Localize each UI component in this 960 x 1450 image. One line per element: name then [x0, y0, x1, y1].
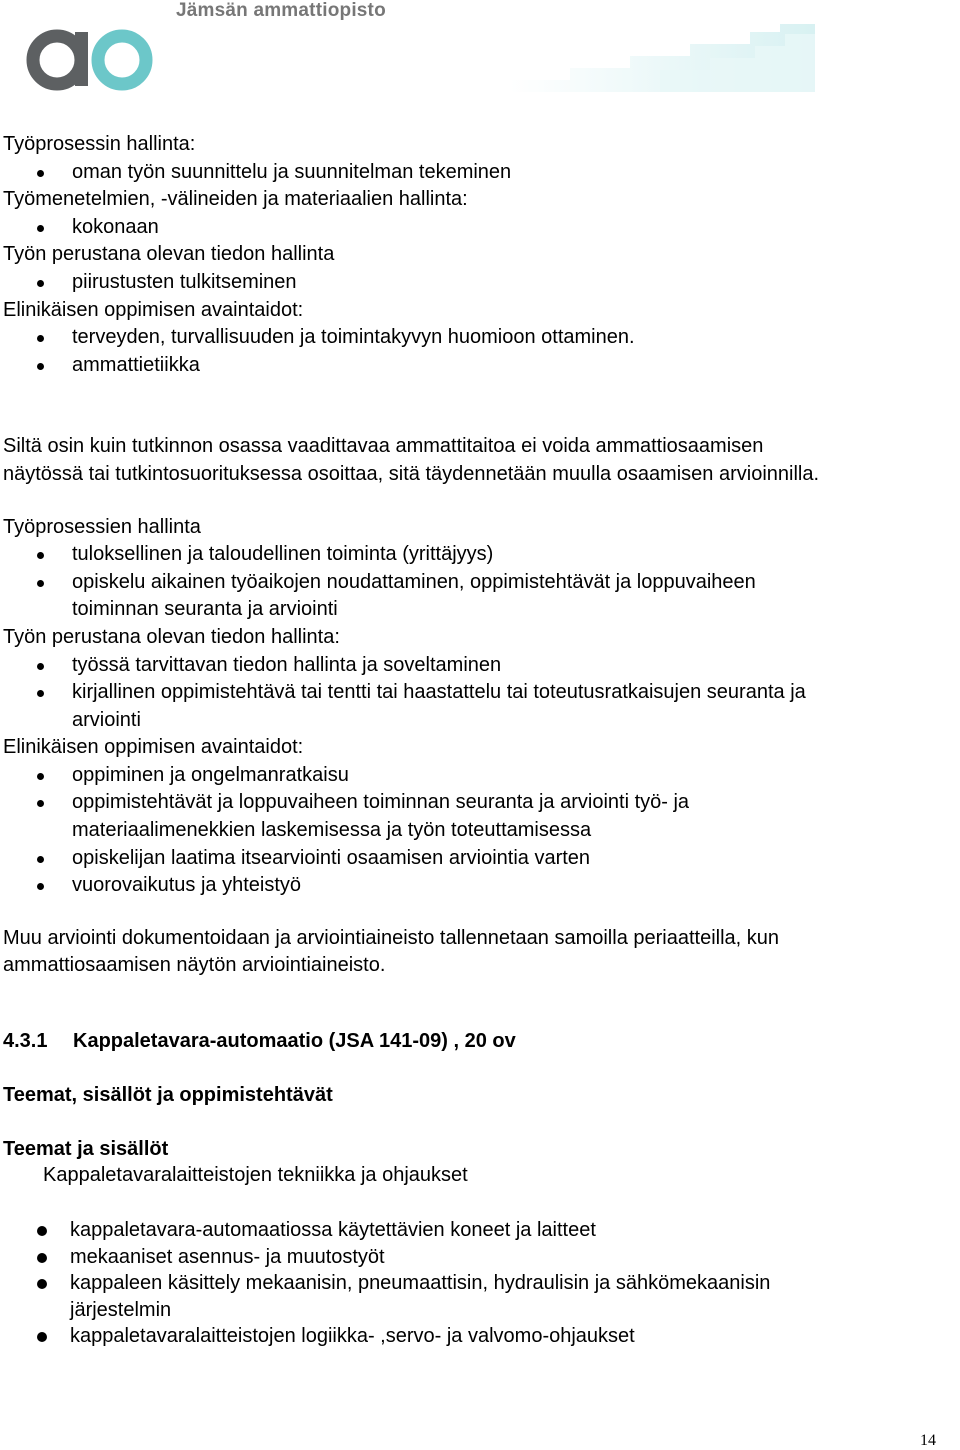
list-item	[3, 679, 953, 734]
list-item-continuation: toiminnan seuranta ja arviointi	[72, 598, 338, 621]
list-item-text: oppiminen ja ongelmanratkaisu	[72, 763, 349, 786]
section-title: Kappaletavara-automaatio (JSA 141-09) , 20 ov	[73, 1030, 516, 1052]
list-item-text: terveyden, turvallisuuden ja toimintakyvyn huomioon ottaminen.	[72, 326, 635, 349]
topic-list-item-text: mekaaniset asennus- ja muutostyöt	[70, 1245, 385, 1268]
list-item-text: piirustusten tulkitseminen	[72, 270, 297, 293]
list-item	[3, 762, 953, 790]
paragraph-line: näytössä tai tutkintosuorituksessa osoittaa, sitä täydennetään muulla osaamisen arvioinnilla.	[3, 462, 820, 485]
page-header	[0, 0, 960, 100]
document-body	[3, 131, 953, 980]
list-item-text: ammattietiikka	[72, 353, 200, 376]
list-item-text: oppimistehtävät ja loppuvaiheen toiminnan seuranta ja arviointi työ- ja	[72, 791, 690, 814]
paragraph-supplementary-assessment	[3, 433, 953, 488]
competence-block-2	[3, 514, 953, 900]
ao-logo	[24, 18, 154, 94]
list-item	[3, 324, 953, 352]
list-item	[3, 352, 953, 380]
page-number: 14	[920, 1432, 936, 1449]
subheading-themes-contents: Teemat ja sisällöt	[3, 1138, 169, 1160]
topic-list-item	[3, 1244, 953, 1271]
list-item	[3, 159, 953, 187]
list-item	[3, 569, 953, 624]
list-item-continuation: arviointi	[72, 708, 141, 731]
section-heading	[3, 1030, 516, 1053]
competence-block-1	[3, 131, 953, 379]
list-item-text: vuorovaikutus ja yhteistyö	[72, 874, 302, 897]
organization-name: Jämsän ammattiopisto	[176, 0, 386, 21]
list-item	[3, 652, 953, 680]
paragraph-line: Muu arviointi dokumentoidaan ja arviointiaineisto tallennetaan samoilla periaatteilla, kun	[3, 926, 780, 949]
topic-list-item-text: kappaletavara-automaatiossa käytettävien koneet ja laitteet	[70, 1219, 596, 1241]
subheading-line: Työprosessien hallinta	[3, 515, 201, 538]
section-number: 4.3.1	[3, 1030, 48, 1052]
topic-list-item-text: kappaleen käsittely mekaanisin, pneumaattisin, hydraulisin ja sähkömekaanisin	[70, 1272, 771, 1295]
list-item	[3, 872, 953, 900]
list-item	[3, 269, 953, 297]
list-item	[3, 789, 953, 844]
topic-list-item-continuation: järjestelmin	[70, 1298, 172, 1321]
subheading-line: Elinikäisen oppimisen avaintaidot:	[3, 736, 304, 759]
list-item-text: oman työn suunnittelu ja suunnitelman tekeminen	[72, 160, 512, 183]
list-item-text: tuloksellinen ja taloudellinen toiminta (yrittäjyys)	[72, 543, 494, 566]
paragraph-line: ammattiosaamisen näytön arviointiaineisto.	[3, 954, 386, 977]
topic-list-item	[3, 1270, 953, 1323]
subheading-themes-contents-tasks: Teemat, sisällöt ja oppimistehtävät	[3, 1084, 333, 1106]
list-item-text: työssä tarvittavan tiedon hallinta ja soveltaminen	[72, 653, 502, 676]
subheading-line: Työn perustana olevan tiedon hallinta	[3, 243, 335, 266]
subheading-line: Elinikäisen oppimisen avaintaidot:	[3, 298, 304, 321]
list-item-text: kirjallinen oppimistehtävä tai tentti tai haastattelu tai toteutusratkaisujen seuranta ja	[72, 681, 806, 704]
topic-list-item	[3, 1323, 953, 1350]
topic-title: Kappaletavaralaitteistojen tekniikka ja ohjaukset	[43, 1164, 468, 1186]
subheading-line: Työprosessin hallinta:	[3, 133, 196, 155]
stairs-graphic	[510, 20, 815, 92]
list-item	[3, 541, 953, 569]
list-item-text: opiskelijan laatima itsearviointi osaamisen arviointia varten	[72, 846, 591, 869]
topic-list-item	[3, 1217, 953, 1244]
paragraph-line: Siltä osin kuin tutkinnon osassa vaadittavaa ammattitaitoa ei voida ammattiosaamisen	[3, 435, 764, 458]
subheading-line: Työn perustana olevan tiedon hallinta:	[3, 625, 340, 648]
topic-list	[3, 1217, 953, 1350]
paragraph-documentation	[3, 925, 953, 980]
topic-list-item-text: kappaletavaralaitteistojen logiikka- ,servo- ja valvomo-ohjaukset	[70, 1325, 635, 1348]
subheading-line: Työmenetelmien, -välineiden ja materiaalien hallinta:	[3, 188, 468, 211]
list-item	[3, 845, 953, 873]
list-item	[3, 214, 953, 242]
list-item-text: opiskelu aikainen työaikojen noudattaminen, oppimistehtävät ja loppuvaiheen	[72, 570, 756, 593]
list-item-text: kokonaan	[72, 215, 159, 238]
list-item-continuation: materiaalimenekkien laskemisessa ja työn toteuttamisessa	[72, 819, 592, 842]
